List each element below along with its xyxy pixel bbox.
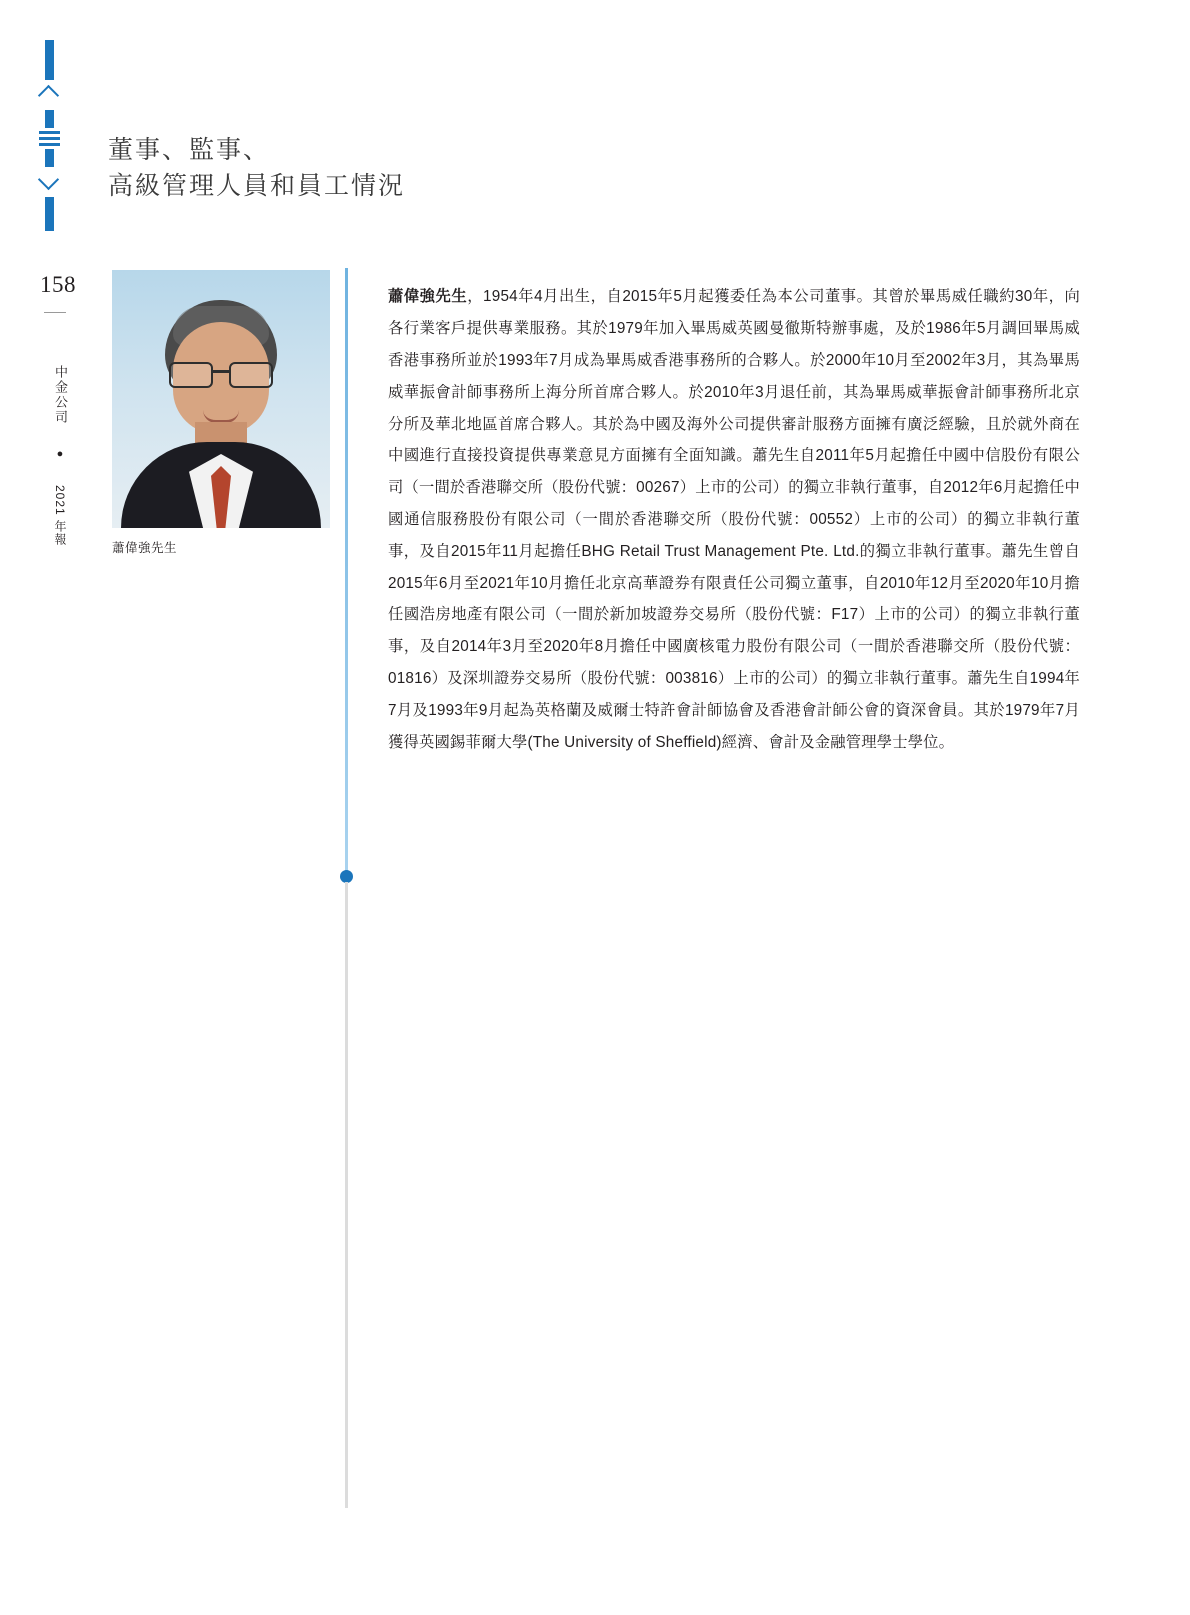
timeline-line-top [345, 268, 348, 878]
page-number: 158 [40, 272, 76, 297]
rail-bar-icon [45, 197, 54, 231]
left-rail [0, 0, 100, 1615]
running-footer-separator: ● [54, 448, 66, 462]
timeline-divider [345, 268, 348, 1508]
running-footer [38, 365, 68, 546]
page-title [108, 133, 405, 206]
rail-decoration [44, 40, 68, 231]
running-footer-year: 2021 年報 [53, 485, 67, 547]
rail-bar-icon [45, 40, 54, 80]
portrait-caption: 蕭偉強先生 [112, 541, 178, 555]
portrait-block [112, 270, 330, 556]
rail-bar-icon [45, 149, 54, 167]
portrait-photo [112, 270, 330, 528]
chevron-down-icon [38, 171, 60, 193]
biography-paragraph [388, 281, 1080, 758]
page-title-line2: 高級管理人員和員工情況 [108, 173, 406, 201]
timeline-line-bottom [345, 882, 348, 1508]
rail-bar-icon [45, 110, 54, 128]
page-number-rule [44, 312, 66, 313]
page-title-line1: 董事、監事、 [108, 137, 271, 164]
biography-text: ，1954年4月出生，自2015年5月起獲委任為本公司董事。其曾於畢馬威任職約30年，向各行業客戶提供專業服務。其於1979年加入畢馬威英國曼徹斯特辦事處，及於1986年5月調回畢馬威香港事務所並於1993年7月成為畢馬威香港事務所的合夥人。於2000年10月至2002年3月，其為畢馬威華振會計師事務所上海分所首席合夥人。於2010年3月退任前，其為畢馬威華振會計師事務所北京分所及華北地區首席合夥人。其於為中國及海外公司提供審計服務方面擁有廣泛經驗，且於就外商在中國進行直接投資提供專業意見方面擁有全面知識。蕭先生自2011年5月起擔任中國中信股份有限公司（一間於香港聯交所（股份代號：00267）上市的公司）的獨立非執行董事，自2012年6月起擔任中國通信服務股份有限公司（一間於香港聯交所（股份代號：00552）上市的公司）的獨立非執行董事，及自2015年11月起擔任BHG Retail Trust Management Pte. Ltd.的獨立非執行董事。蕭先生曾自2015年6月至2021年10月擔任北京高華證券有限責任公司獨立董事，自2010年12月至2020年10月擔任國浩房地產有限公司（一間於新加坡證券交易所（股份代號：F17）上市的公司）的獨立非執行董事，及自2014年3月至2020年8月擔任中國廣核電力股份有限公司（一間於香港聯交所（股份代號：01816）及深圳證券交易所（股份代號：003816）上市的公司）的獨立非執行董事。蕭先生自1994年7月及1993年9月起為英格蘭及威爾士特許會計師協會及香港會計師公會的資深會員。其於1979年7月獲得英國錫菲爾大學(The University of Sheffield)經濟、會計及金融管理學士學位。 [388, 288, 1080, 751]
biography-name: 蕭偉強先生 [388, 288, 468, 306]
glasses-icon [169, 362, 273, 386]
chevron-up-icon [38, 84, 60, 106]
menu-lines-icon [39, 131, 60, 146]
running-footer-company: 中金公司 [53, 365, 68, 425]
